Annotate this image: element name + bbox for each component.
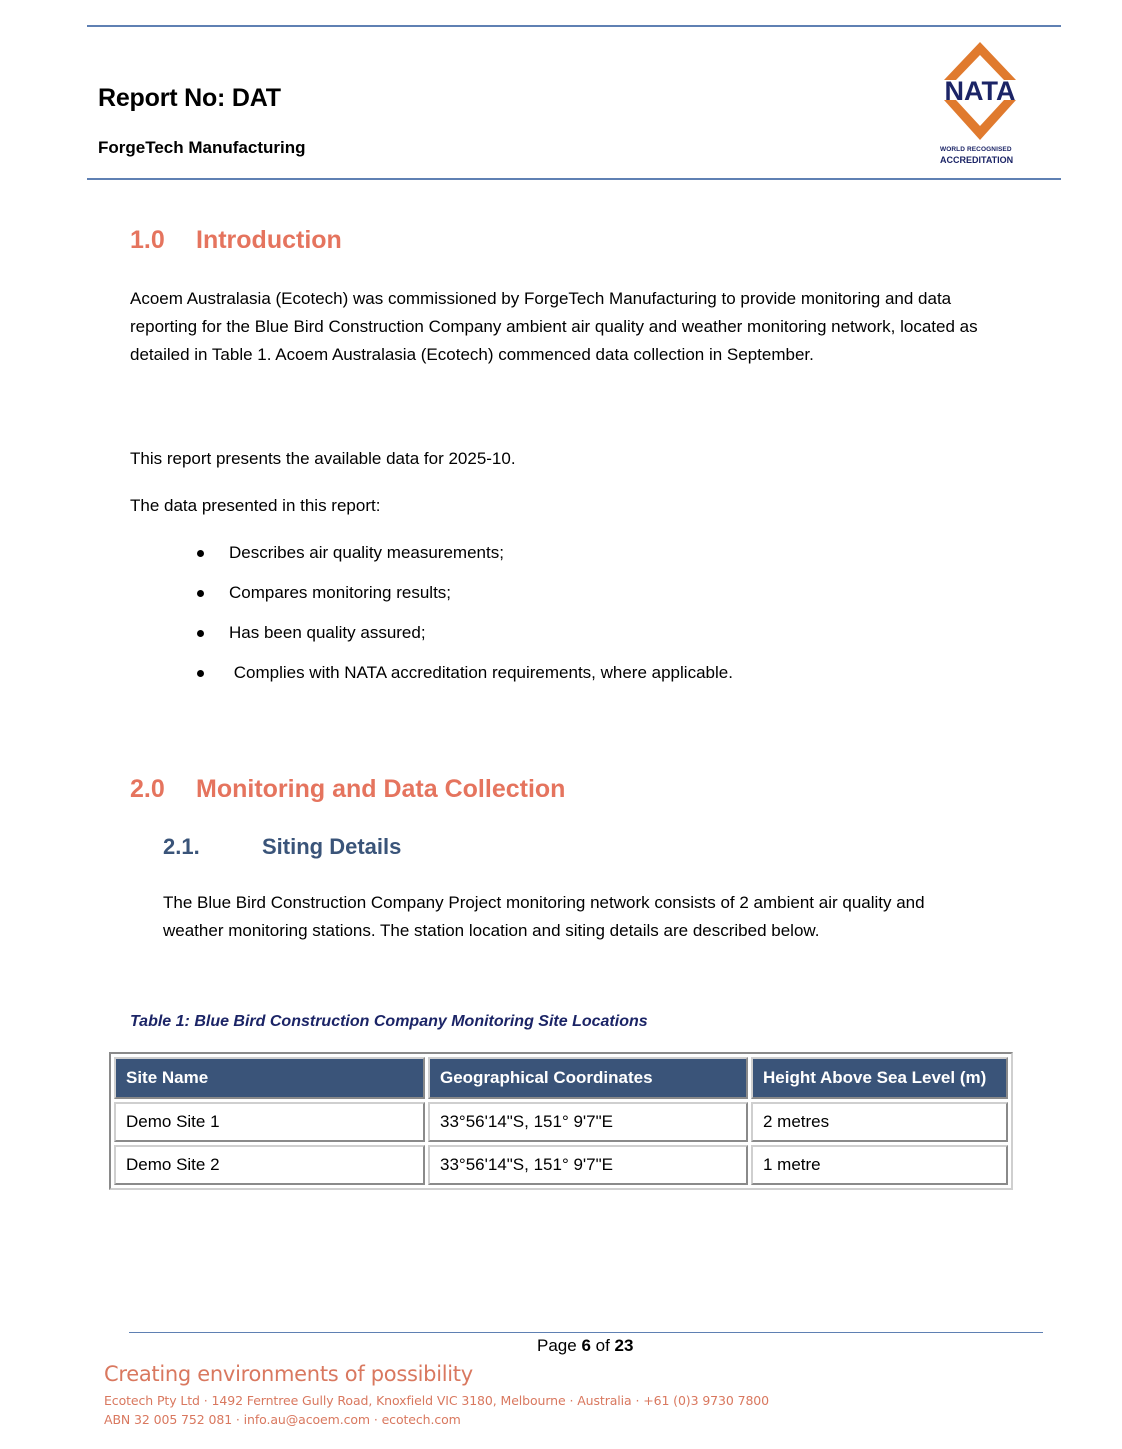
report-number: Report No: DAT [98,84,281,112]
section-1-title: Introduction [196,226,342,254]
bullet-icon [197,670,204,677]
cell-height: 1 metre [751,1145,1008,1185]
table-row [114,1145,1008,1185]
svg-text:NATA: NATA [944,76,1016,106]
cell-coordinates: 33°56'14"S, 151° 9'7"E [428,1145,748,1185]
footer-contact: ABN 32 005 752 081 · info.au@acoem.com · ecotech.com [104,1412,461,1427]
table-caption: Table 1: Blue Bird Construction Company Monitoring Site Locations [130,1013,648,1030]
column-header-coordinates: Geographical Coordinates [428,1057,748,1099]
header-top-rule [87,25,1061,27]
cell-site-name: Demo Site 1 [114,1102,425,1142]
section-1-heading [130,226,342,255]
bullet-icon [197,590,204,597]
total-pages: 23 [614,1336,634,1355]
header-bottom-rule [87,178,1061,180]
subsection-2-1-heading [163,834,401,860]
nata-chevron-icon [936,40,1026,145]
bullet-icon [197,550,204,557]
data-presented-paragraph: The data presented in this report: [130,496,381,515]
footer-rule [129,1332,1043,1333]
cell-site-name: Demo Site 2 [114,1145,425,1185]
column-header-height: Height Above Sea Level (m) [751,1057,1008,1099]
subsection-2-1-title: Siting Details [262,834,402,859]
site-locations-table [109,1052,1013,1190]
section-2-number: 2.0 [130,775,165,803]
siting-paragraph: The Blue Bird Construction Company Project monitoring network consists of 2 ambient air quality and weather monitoring stations. The station location and siting details are described below. [163,893,925,940]
report-period-paragraph: This report presents the available data for 2025-10. [130,449,516,468]
section-2-heading [130,775,565,804]
bullet-icon [197,630,204,637]
cell-coordinates: 33°56'14"S, 151° 9'7"E [428,1102,748,1142]
cell-height: 2 metres [751,1102,1008,1142]
table-header-row [114,1057,1008,1099]
column-header-site-name: Site Name [114,1057,425,1099]
page-number: Page 6 of 23 [537,1336,634,1355]
logo-subtitle-2: ACCREDITATION [940,155,1014,165]
subsection-2-1-number: 2.1. [163,834,200,859]
table-row [114,1102,1008,1142]
section-2-title: Monitoring and Data Collection [196,775,566,803]
client-name: ForgeTech Manufacturing [98,138,306,157]
footer-slogan: Creating environments of possibility [104,1362,473,1386]
nata-logo [936,40,1026,170]
intro-paragraph: Acoem Australasia (Ecotech) was commissioned by ForgeTech Manufacturing to provide monitoring and data reporting for the Blue Bird Construction Company ambient air quality and weather monitoring network, located as detailed in Table 1. Acoem Australasia (Ecotech) commenced data collection in September. [130,289,978,364]
current-page: 6 [581,1336,591,1355]
section-1-number: 1.0 [130,226,165,254]
logo-subtitle-1: WORLD RECOGNISED [940,146,1012,153]
footer-address: Ecotech Pty Ltd · 1492 Ferntree Gully Road, Knoxfield VIC 3180, Melbourne · Australia · +61 (0)3 9730 7800 [104,1393,770,1408]
